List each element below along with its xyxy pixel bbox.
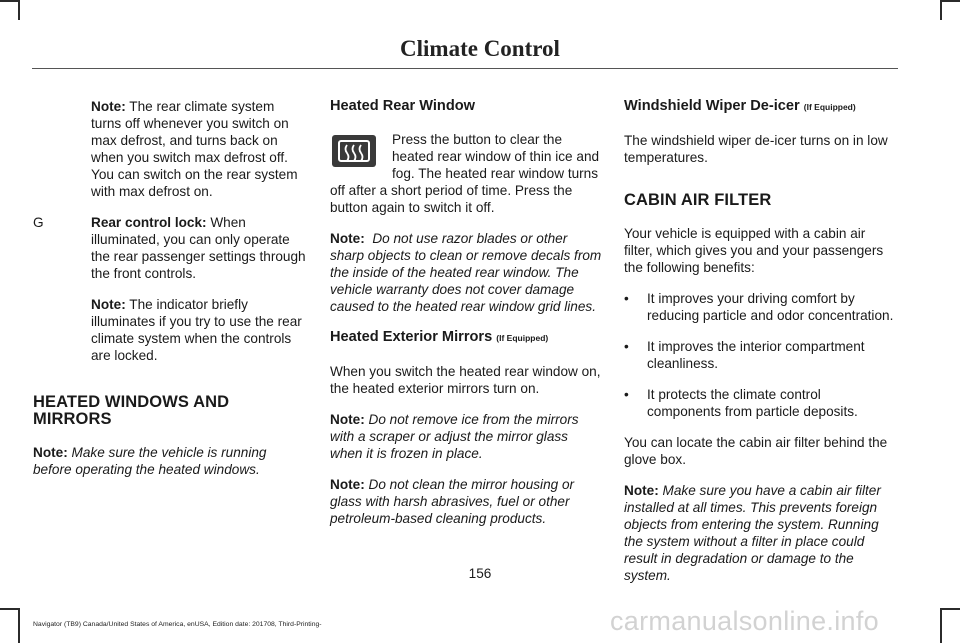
list-item: • It improves the interior compartment cleanliness. <box>624 339 865 371</box>
note-text: The rear climate system turns off whenever you switch on max defrost, and turns back on when you switch max defrost off. You can switch on the rear system with max defrost on. <box>91 99 298 199</box>
item-text: When illuminated, you can only operate the rear passenger settings through the front controls. <box>91 215 306 281</box>
para-text: Press the button to clear the heated rear window of thin ice and fog. The heated rear window turns off after a short period of time. Press the button again to switch it off. <box>330 132 600 215</box>
note-mirror-ice <box>330 411 602 462</box>
note-label: Note: <box>624 483 659 498</box>
note-label: Note: <box>330 412 365 427</box>
item-label: Rear control lock: <box>91 215 207 230</box>
note-text: Do not use razor blades or other sharp objects to clean or remove decals from the inside of the heated rear window. The vehicle warranty does not cover damage caused to the heated rear window grid lines. <box>330 231 602 314</box>
para-filter-intro: Your vehicle is equipped with a cabin air filter, which gives you and your passengers the following benefits: <box>624 226 884 275</box>
note-indicator <box>33 296 308 364</box>
note-text: Make sure the vehicle is running before operating the heated windows. <box>33 445 267 477</box>
note-label: Note: <box>330 477 365 492</box>
note-rear-climate <box>33 98 308 200</box>
note-label: Note: <box>33 445 68 460</box>
note-heated-windows <box>33 444 308 478</box>
para-filter-location: You can locate the cabin air filter behind the glove box. <box>624 435 888 467</box>
crop-mark <box>18 0 20 20</box>
crop-mark <box>0 0 20 2</box>
crop-mark <box>940 608 942 643</box>
rear-defrost-icon <box>332 135 376 167</box>
benefits-list <box>624 290 896 420</box>
note-text: The indicator briefly illuminates if you try to use the rear climate system when the controls are locked. <box>91 297 302 363</box>
para-mirrors: When you switch the heated rear window on, the heated exterior mirrors turn on. <box>330 364 601 396</box>
item-letter: G <box>33 215 44 230</box>
crop-mark <box>940 0 960 2</box>
section-heading-heated-windows: HEATED WINDOWS AND MIRRORS <box>33 393 230 428</box>
note-mirror-clean <box>330 476 602 527</box>
section-heading-cabin-filter: CABIN AIR FILTER <box>624 191 772 209</box>
page-number: 156 <box>468 566 492 581</box>
crop-mark <box>940 608 960 610</box>
note-text: Make sure you have a cabin air filter installed at all times. This prevents foreign objects from entering the system. Running the system without a filter in place could result in degradation or damage to the system. <box>624 483 881 583</box>
heading-wiper-deicer <box>624 98 896 116</box>
crop-mark <box>940 0 942 20</box>
note-text: Do not clean the mirror housing or glass with harsh abrasives, fuel or other petroleum-based cleaning products. <box>330 477 575 526</box>
crop-mark <box>18 608 20 643</box>
heading-text: Windshield Wiper De-icer <box>624 98 800 114</box>
heading-text: Heated Exterior Mirrors <box>330 329 493 345</box>
header-divider <box>32 68 898 69</box>
list-item: • It protects the climate control components from particle deposits. <box>624 387 858 419</box>
column-2 <box>330 98 602 541</box>
para-rear-window <box>330 131 602 216</box>
heading-suffix: (If Equipped) <box>803 102 856 112</box>
crop-mark <box>0 608 20 610</box>
footer-edition: Navigator (TB9) Canada/United States of America, enUSA, Edition date: 201708, Third-Printing- <box>33 621 322 628</box>
column-1 <box>33 98 308 492</box>
para-deicer: The windshield wiper de-icer turns on in low temperatures. <box>624 133 888 165</box>
heading-heated-mirrors <box>330 329 602 347</box>
column-3 <box>624 98 896 598</box>
note-text: Do not remove ice from the mirrors with a scraper or adjust the mirror glass when it is frozen in place. <box>330 412 579 461</box>
note-label: Note: <box>91 99 126 114</box>
heading-heated-rear-window: Heated Rear Window <box>330 98 476 114</box>
list-item: • It improves your driving comfort by reducing particle and odor concentration. <box>624 291 894 323</box>
note-razor-blades <box>330 230 602 315</box>
page-title: Climate Control <box>400 36 560 61</box>
heading-suffix: (If Equipped) <box>496 333 549 343</box>
item-g <box>33 214 308 282</box>
watermark: carmanualsonline.info <box>610 606 879 636</box>
note-label: Note: <box>91 297 126 312</box>
note-label: Note: <box>330 231 365 246</box>
